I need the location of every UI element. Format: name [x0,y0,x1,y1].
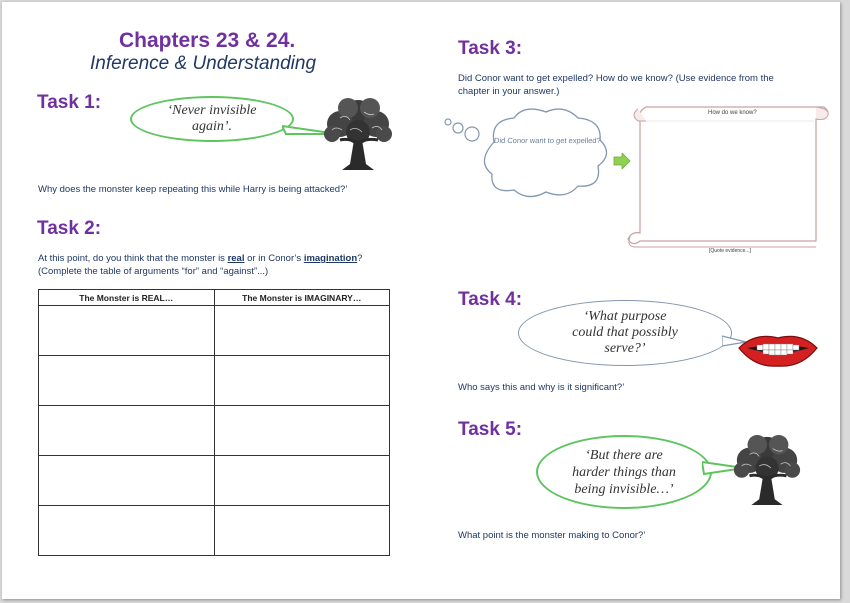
scroll-heading: How do we know? [708,110,757,116]
table-cell-real[interactable] [39,406,215,456]
task1-quote-line2: again’. [191,119,233,134]
table-cell-imaginary[interactable] [214,406,390,456]
table-cell-real[interactable] [39,506,215,556]
task1-question: Why does the monster keep repeating this while Harry is being attacked?’ [38,184,348,195]
task2-question-line1: At this point, do you think that the monster is real or in Conor’s imagination? [38,253,363,264]
task1-speech-bubble [130,96,294,142]
tree-icon [320,94,396,174]
task3-question [458,73,828,98]
table-cell-real[interactable] [39,306,215,356]
task4-quote-line2: could that possibly [572,325,678,340]
arguments-table [38,289,390,556]
scroll-footer: [Quote evidence...] [709,248,751,254]
scroll-icon [624,101,834,251]
table-row [39,506,390,556]
imagination-keyword: imagination [303,253,358,264]
task5-heading: Task 5: [458,419,523,440]
page-subtitle: Inference & Understanding [90,53,317,74]
task4-speech-bubble [518,300,732,366]
task2-heading: Task 2: [37,218,102,239]
task4-quote-line3: serve?’ [604,341,646,356]
task1-heading: Task 1: [37,92,102,113]
thought-cloud-text: Did Conor want to get expelled? [493,136,602,145]
lips-icon [735,328,821,372]
page-title: Chapters 23 & 24. [119,29,296,52]
thought-cloud-icon [442,102,612,202]
task5-quote-line1: ‘But there are [585,447,663,463]
worksheet-page [2,2,840,599]
table-cell-real[interactable] [39,456,215,506]
task2-question-line2: (Complete the table of arguments “for” and “against”...) [38,265,269,277]
task5-question: What point is the monster making to Conor?’ [458,530,646,541]
table-cell-imaginary[interactable] [214,506,390,556]
task5-speech-bubble [536,435,712,509]
column-header-real: The Monster is REAL… [39,290,215,306]
table-cell-real[interactable] [39,356,215,406]
task4-quote-line1: ‘What purpose [583,309,667,324]
task3-heading: Task 3: [458,38,523,59]
table-row [39,406,390,456]
table-header-row [39,290,390,306]
task2-question [38,253,398,278]
task5-quote-line2: harder things than [572,464,676,480]
task1-quote-line1: ‘Never invisible [167,103,257,118]
table-row [39,456,390,506]
task3-question-line2: chapter in your answer.) [458,85,560,97]
task3-question-line1: Did Conor want to get expelled? How do we know? (Use evidence from the [458,73,774,84]
task5-quote-line3: being invisible…’ [574,481,674,497]
task4-heading: Task 4: [458,289,523,310]
task4-question: Who says this and why is it significant?’ [458,382,625,393]
table-cell-imaginary[interactable] [214,456,390,506]
column-header-imaginary: The Monster is IMAGINARY… [214,290,390,306]
real-keyword: real [227,253,245,264]
table-row [39,356,390,406]
table-cell-imaginary[interactable] [214,356,390,406]
tree-icon [730,430,804,510]
table-cell-imaginary[interactable] [214,306,390,356]
table-row [39,306,390,356]
